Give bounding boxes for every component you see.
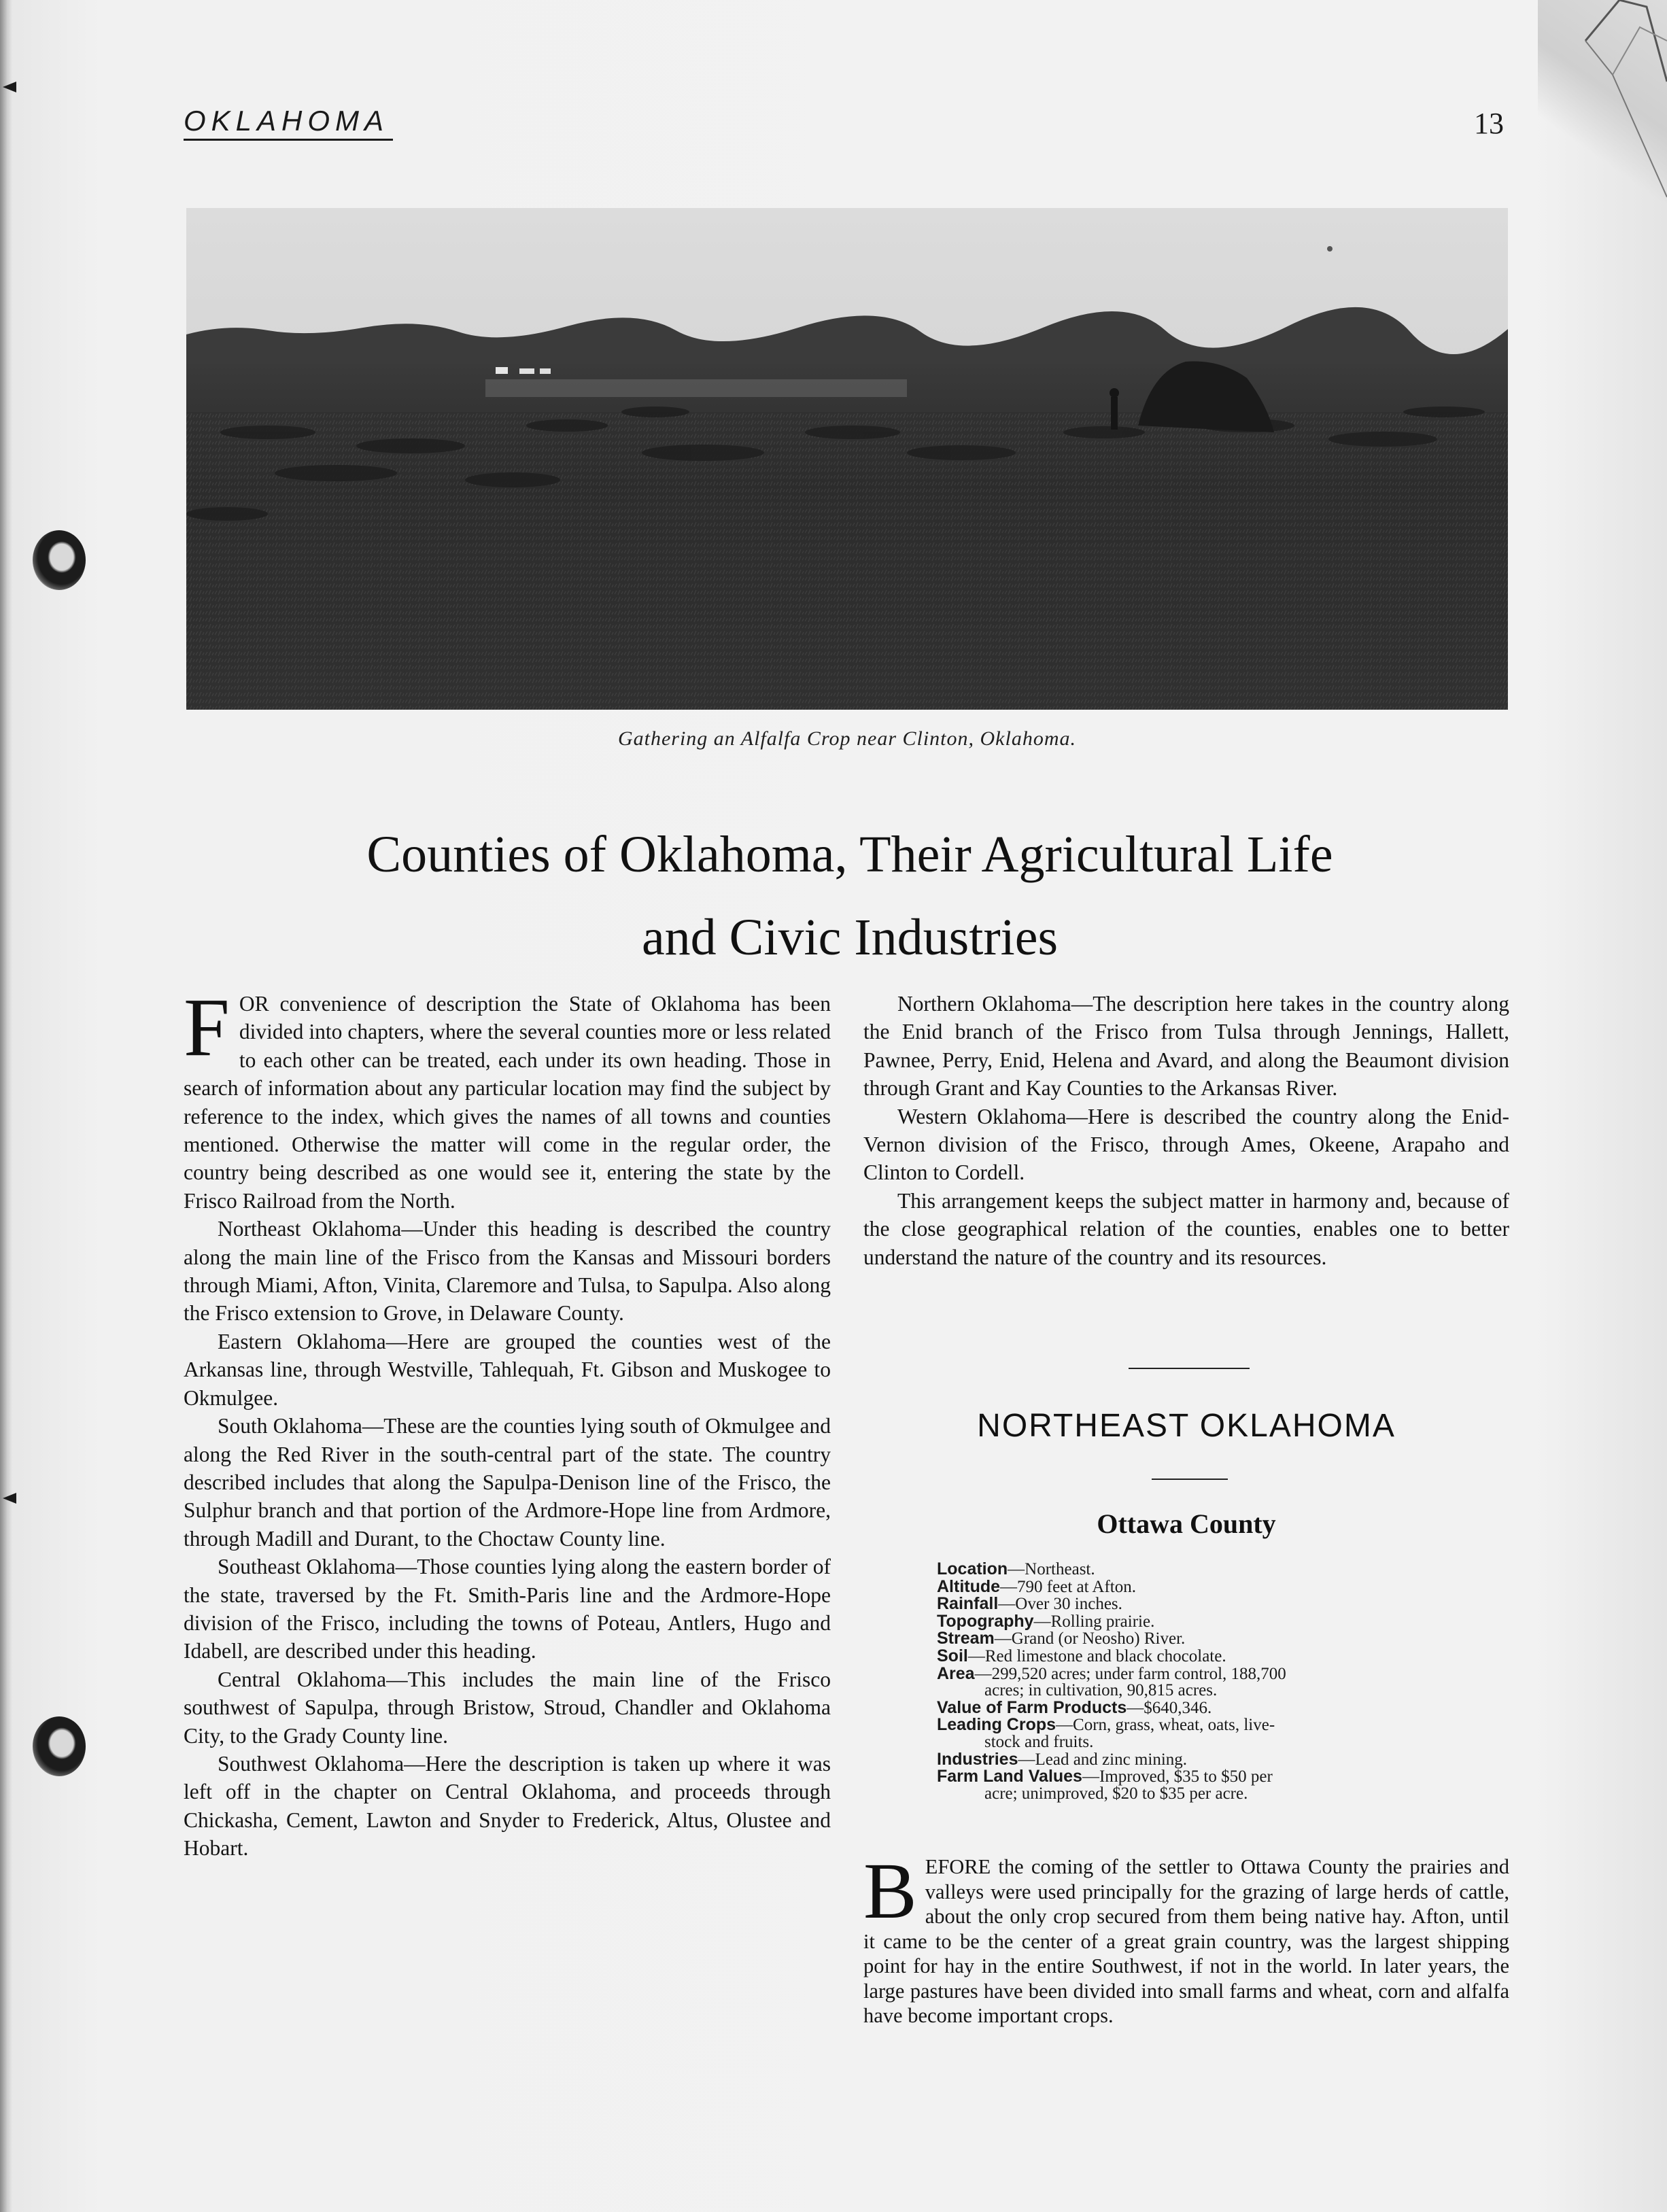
drop-cap: F	[184, 982, 230, 1073]
section-heading: NORTHEAST OKLAHOMA	[977, 1408, 1396, 1444]
fact-land-values: Farm Land Values—Improved, $35 to $50 per acre; unimproved, $20 to $35 per acre.	[937, 1767, 1273, 1803]
binder-hole	[33, 1716, 86, 1776]
county-description	[863, 1846, 1509, 2028]
fact-leading-crops: Leading Crops—Corn, grass, wheat, oats, live- stock and fruits.	[937, 1715, 1275, 1751]
fact-stream: Stream—Grand (or Neosho) River.	[937, 1629, 1186, 1648]
section-divider	[1152, 1479, 1228, 1480]
county-heading: Ottawa County	[1097, 1508, 1276, 1539]
section-divider	[1129, 1368, 1250, 1369]
region-paragraph: Northeast Oklahoma—Under this heading is described the country along the main line of the Frisco from the Kansas and Missouri borders through Miami, Afton, Vinita, Claremore and Tulsa, to Sapulpa. Also along the Frisco extension to Grove, in Delaware County.	[184, 1217, 831, 1326]
closing-paragraph: This arrangement keeps the subject matter in harmony and, because of the close geographical relation of the counties, enables one to better understand the nature of the country and its resources.	[863, 1188, 1509, 1269]
article-title	[204, 813, 1496, 979]
region-paragraph: Southeast Oklahoma—Those counties lying along the eastern border of the state, traversed by the Ft. Smith-Paris line and the Ardmore-Hope division of the Frisco, including the towns of Poteau, Antlers, Hugo and Idabell, are described under this heading.	[184, 1555, 831, 1663]
fact-industries: Industries—Lead and zinc mining.	[937, 1749, 1188, 1769]
county-paragraph: BEFORE the coming of the settler to Ottawa County the prairies and valleys were used principally for the grazing of large herds of cattle, about the only crop secured from them being native hay. Afton, until it came to be the center of a great grain country, was the largest shipping point for hay in the entire Southwest, if not in the world. In later years, the large pastures have been divided into small farms and wheat, corn and alfalfa have become important crops.	[863, 1846, 1509, 2027]
fact-topography: Topography—Rolling prairie.	[937, 1611, 1155, 1631]
region-paragraph: Central Oklahoma—This includes the main line of the Frisco southwest of Sapulpa, through Bristow, Stroud, Chandler and Oklahoma City, to the Grady County line.	[184, 1667, 831, 1748]
fact-altitude: Altitude—790 feet at Afton.	[937, 1576, 1136, 1596]
region-paragraph: South Oklahoma—These are the counties lying south of Okmulgee and along the Red River in the south-central part of the state. The country described includes that along the Sapulpa-Denison line of the Frisco, the Sulphur branch and that portion of the Ardmore-Hope line from Ardmore, through Madill and Durant, to the Choctaw County line.	[184, 1414, 831, 1551]
region-paragraph: Western Oklahoma—Here is described the country along the Enid-Vernon division of the Frisco, through Ames, Okeene, Arapaho and Clinton to Cordell.	[863, 1104, 1509, 1185]
fact-area: Area—299,520 acres; under farm control, 188,700 acres; in cultivation, 90,815 acres.	[937, 1663, 1286, 1700]
right-column	[863, 990, 1509, 1271]
fact-soil: Soil—Red limestone and black chocolate.	[937, 1646, 1226, 1665]
fact-farm-products: Value of Farm Products—$640,346.	[937, 1697, 1212, 1717]
running-head: OKLAHOMA	[184, 105, 393, 141]
left-column	[184, 982, 831, 1863]
drop-cap: B	[863, 1846, 917, 1935]
page-number: 13	[1474, 107, 1504, 140]
region-paragraph: Eastern Oklahoma—Here are grouped the counties west of the Arkansas line, through Westville, Tahlequah, Ft. Gibson and Muskogee to Okmulgee.	[184, 1329, 831, 1410]
photo-caption: Gathering an Alfalfa Crop near Clinton, Oklahoma.	[617, 727, 1076, 750]
title-line-1: Counties of Oklahoma, Their Agricultural Life	[366, 826, 1333, 883]
title-line-2: and Civic Industries	[641, 909, 1059, 966]
region-paragraph: Northern Oklahoma—The description here takes in the country along the Enid branch of the Frisco from Tulsa through Jennings, Hallett, Pawnee, Perry, Enid, Helena and Avard, and along the Beaumont division through Grant and Kay Counties to the Arkansas River.	[863, 992, 1509, 1101]
region-paragraph: Southwest Oklahoma—Here the description is taken up where it was left off in the chapter on Central Oklahoma, and proceeds through Chickasha, Cement, Lawton and Snyder to Frederick, Altus, Olustee and Hobart.	[184, 1751, 831, 1861]
binder-hole	[33, 530, 86, 590]
fact-rainfall: Rainfall—Over 30 inches.	[937, 1594, 1122, 1614]
alfalfa-field-photo	[186, 208, 1508, 710]
county-facts	[937, 1561, 1481, 1802]
fact-location: Location—Northeast.	[937, 1559, 1095, 1578]
photo-illustration	[186, 208, 1508, 710]
intro-paragraph: FOR convenience of description the State of Oklahoma has been divided into chapters, where the several counties more or less related to each other can be treated, each under its own heading. Those in search of information about any particular location may find the subject by reference to the index, which gives the names of all towns and counties mentioned. Otherwise the matter will come in the regular order, the country being described as one would see it, entering the state by the Frisco Railroad from the North.	[184, 982, 831, 1213]
page-edge-shadow	[0, 0, 12, 2212]
folded-corner	[1538, 0, 1667, 204]
